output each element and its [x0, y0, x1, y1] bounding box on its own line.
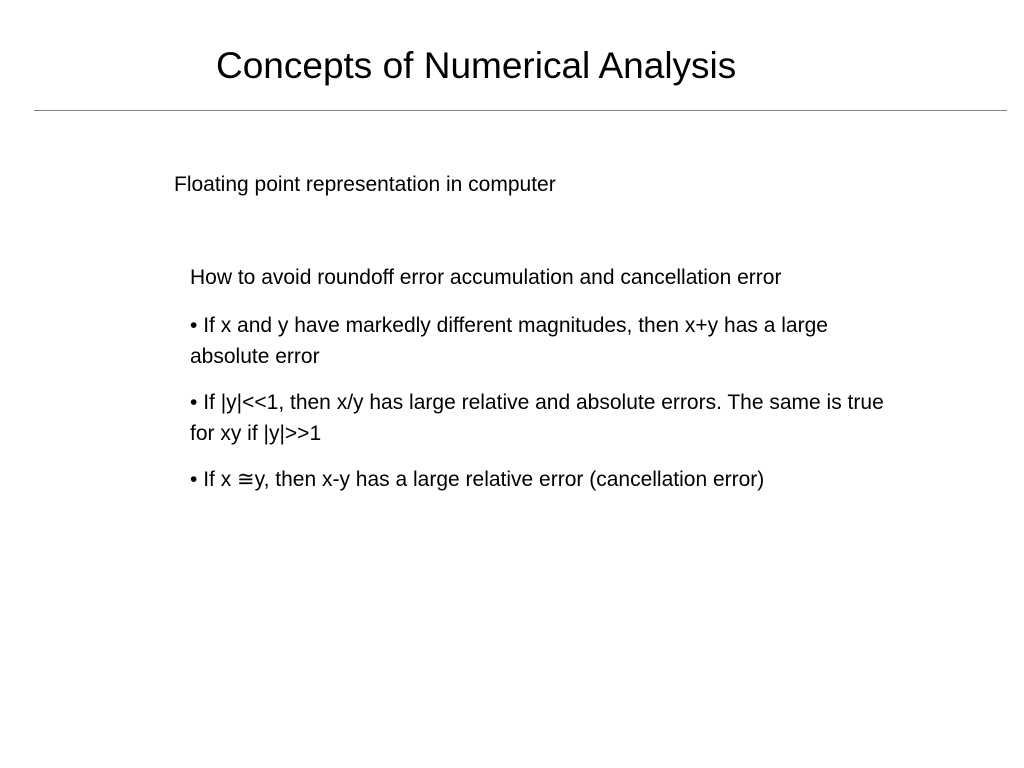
section-heading: Floating point representation in computer — [174, 173, 556, 196]
content-block — [190, 264, 930, 510]
bullet-text: If |y|<<1, then x/y has large relative and absolute errors. The same is true for xy if |y|>>1 — [190, 391, 884, 445]
bullet-symbol: • — [190, 391, 198, 414]
slide-title: Concepts of Numerical Analysis — [216, 45, 737, 86]
bullet-item — [190, 464, 910, 495]
bullet-list — [190, 310, 930, 495]
bullet-text: If x ≅y, then x-y has a large relative error (cancellation error) — [203, 468, 765, 491]
bullet-symbol: • — [190, 314, 198, 337]
intro-text: How to avoid roundoff error accumulation and cancellation error — [190, 266, 782, 289]
bullet-text: If x and y have markedly different magnitudes, then x+y has a large absolute error — [190, 314, 828, 368]
bullet-item — [190, 310, 910, 372]
title-divider — [34, 110, 1007, 111]
bullet-item — [190, 387, 910, 449]
bullet-symbol: • — [190, 468, 198, 491]
